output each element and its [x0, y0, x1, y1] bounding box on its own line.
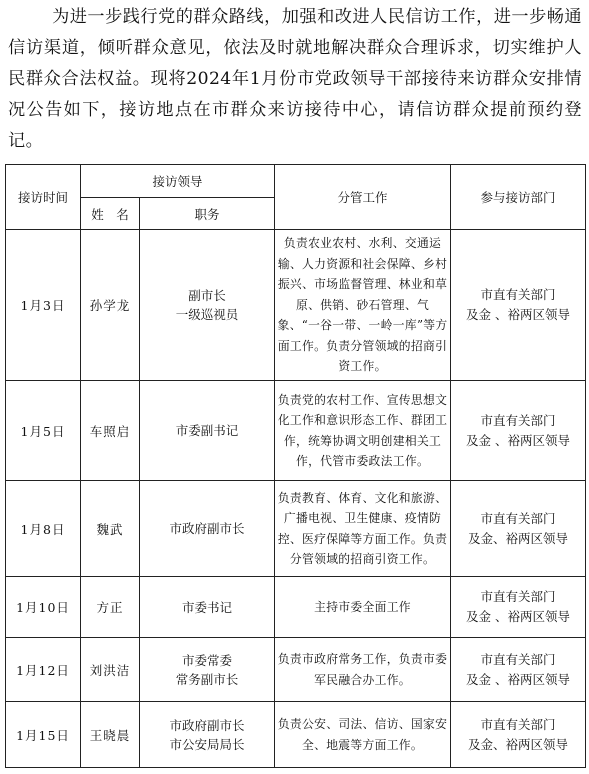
header-leader: 接访领导 [81, 165, 275, 198]
row-date: 1月15日 [6, 702, 81, 768]
reception-schedule-table [5, 164, 586, 768]
table-row [6, 577, 586, 638]
header-name: 姓 名 [81, 198, 140, 230]
row-work: 负责农业农村、水利、交通运输、人力资源和社会保障、乡村振兴、市场监督管理、林业和草原、供销、砂石管理、气象、“一谷一带、一岭一库”等方面工作。负责分管领域的招商引资工作。 [275, 230, 451, 381]
row-work: 负责市政府常务工作，负责市委军民融合办工作。 [275, 638, 451, 702]
header-dept: 参与接访部门 [451, 165, 586, 230]
row-name: 刘洪洁 [81, 638, 140, 702]
table-row [6, 481, 586, 577]
row-work: 负责党的农村工作、宣传思想文化工作和意识形态工作、群团工作，统筹协调文明创建相关工作，代管市委政法工作。 [275, 381, 451, 481]
row-date: 1月8日 [6, 481, 81, 577]
row-name: 王晓晨 [81, 702, 140, 768]
row-dept: 市直有关部门 及金 、裕两区领导 [451, 638, 586, 702]
announcement-intro [8, 2, 582, 157]
header-position: 职务 [140, 198, 275, 230]
header-date: 接访时间 [6, 165, 81, 230]
row-date: 1月10日 [6, 577, 81, 638]
row-dept: 市直有关部门 及金 、裕两区领导 [451, 577, 586, 638]
row-date: 1月3日 [6, 230, 81, 381]
header-work: 分管工作 [275, 165, 451, 230]
row-name: 车照启 [81, 381, 140, 481]
row-date: 1月5日 [6, 381, 81, 481]
row-dept: 市直有关部门 及金 、裕两区领导 [451, 230, 586, 381]
table-row [6, 381, 586, 481]
table-row [6, 638, 586, 702]
row-position: 副市长 一级巡视员 [140, 230, 275, 381]
row-position: 市委常委 常务副市长 [140, 638, 275, 702]
row-name: 孙学龙 [81, 230, 140, 381]
row-dept: 市直有关部门 及金 、裕两区领导 [451, 381, 586, 481]
row-position: 市政府副市长 [140, 481, 275, 577]
table-row [6, 230, 586, 381]
row-position: 市委书记 [140, 577, 275, 638]
row-name: 魏武 [81, 481, 140, 577]
row-dept: 市直有关部门 及金、裕两区领导 [451, 702, 586, 768]
row-dept: 市直有关部门 及金、裕两区领导 [451, 481, 586, 577]
row-date: 1月12日 [6, 638, 81, 702]
row-name: 方正 [81, 577, 140, 638]
row-work: 负责教育、体育、文化和旅游、广播电视、卫生健康、疫情防控、医疗保障等方面工作。负责分管领域的招商引资工作。 [275, 481, 451, 577]
row-work: 主持市委全面工作 [275, 577, 451, 638]
intro-text: 为进一步践行党的群众路线，加强和改进人民信访工作，进一步畅通信访渠道，倾听群众意见，依法及时就地解决群众合理诉求，切实维护人民群众合法权益。现将2024年1月份市党政领导干部接待来访群众安排情况公告如下，接访地点在市群众来访接待中心，请信访群众提前预约登记。 [8, 7, 582, 151]
table-row [6, 702, 586, 768]
row-work: 负责公安、司法、信访、国家安全、地震等方面工作。 [275, 702, 451, 768]
row-position: 市委副书记 [140, 381, 275, 481]
row-position: 市政府副市长 市公安局局长 [140, 702, 275, 768]
